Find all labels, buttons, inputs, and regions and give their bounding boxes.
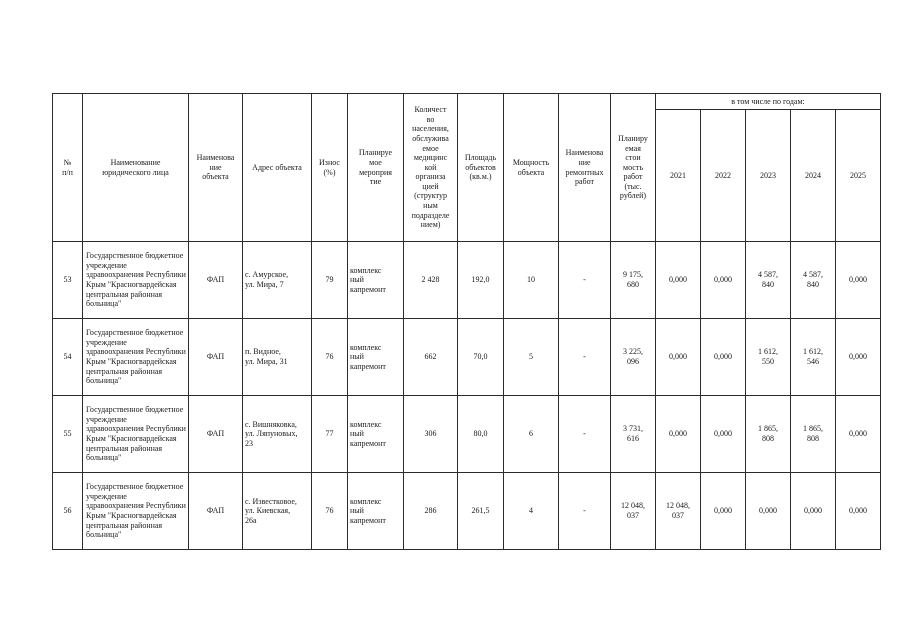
cell-population: 2 428 (404, 242, 458, 319)
header-by-years: в том числе по годам: (656, 94, 881, 110)
cell-year-2025: 0,000 (836, 473, 881, 550)
cell-year-2024: 4 587, 840 (791, 242, 836, 319)
cell-planned-measure: комплекс ный капремонт (348, 396, 404, 473)
cell-year-2022: 0,000 (701, 473, 746, 550)
cell-object-name: ФАП (189, 473, 243, 550)
cell-address: с. Амурское, ул. Мира, 7 (243, 242, 312, 319)
cell-object-name: ФАП (189, 242, 243, 319)
cell-year-2025: 0,000 (836, 396, 881, 473)
cell-year-2023: 1 612, 550 (746, 319, 791, 396)
header-address: Адрес объекта (243, 94, 312, 242)
cell-year-2021: 12 048, 037 (656, 473, 701, 550)
header-num: № п/п (53, 94, 83, 242)
cell-year-2021: 0,000 (656, 242, 701, 319)
header-wear: Износ (%) (312, 94, 348, 242)
cell-capacity: 4 (504, 473, 559, 550)
cell-repair-works: - (559, 319, 611, 396)
cell-planned-measure: комплекс ный капремонт (348, 473, 404, 550)
repair-plan-table (52, 93, 881, 550)
header-year-2021: 2021 (656, 110, 701, 242)
header-object-name: Наименова ние объекта (189, 94, 243, 242)
table-row (53, 242, 881, 319)
cell-year-2021: 0,000 (656, 319, 701, 396)
cell-object-name: ФАП (189, 396, 243, 473)
cell-address: п. Видное, ул. Мира, 31 (243, 319, 312, 396)
header-repair-works: Наименова ние ремонтных работ (559, 94, 611, 242)
table-row (53, 473, 881, 550)
cell-planned-measure: комплекс ный капремонт (348, 242, 404, 319)
cell-wear: 76 (312, 473, 348, 550)
cell-area: 70,0 (458, 319, 504, 396)
table-row (53, 396, 881, 473)
cell-repair-works: - (559, 473, 611, 550)
table-body (53, 242, 881, 550)
cell-year-2023: 4 587, 840 (746, 242, 791, 319)
cell-capacity: 10 (504, 242, 559, 319)
cell-repair-works: - (559, 242, 611, 319)
cell-year-2025: 0,000 (836, 319, 881, 396)
cell-legal-name: Государственное бюджетное учреждение здравоохранения Республики Крым "Красногвардейская центральная районная больница" (83, 319, 189, 396)
cell-year-2021: 0,000 (656, 396, 701, 473)
cell-year-2023: 0,000 (746, 473, 791, 550)
header-area: Площадь объектов (кв.м.) (458, 94, 504, 242)
table-row (53, 319, 881, 396)
cell-capacity: 6 (504, 396, 559, 473)
cell-num: 55 (53, 396, 83, 473)
cell-capacity: 5 (504, 319, 559, 396)
cell-num: 53 (53, 242, 83, 319)
cell-address: с. Известковое, ул. Киевская, 26а (243, 473, 312, 550)
cell-planned-measure: комплекс ный капремонт (348, 319, 404, 396)
cell-legal-name: Государственное бюджетное учреждение здравоохранения Республики Крым "Красногвардейская центральная районная больница" (83, 396, 189, 473)
cell-num: 56 (53, 473, 83, 550)
header-planned-cost: Планиру емая стои мость работ (тыс. рублей) (611, 94, 656, 242)
cell-year-2024: 1 865, 808 (791, 396, 836, 473)
cell-area: 80,0 (458, 396, 504, 473)
cell-wear: 79 (312, 242, 348, 319)
cell-repair-works: - (559, 396, 611, 473)
cell-object-name: ФАП (189, 319, 243, 396)
table-header (53, 94, 881, 242)
cell-year-2022: 0,000 (701, 319, 746, 396)
cell-population: 306 (404, 396, 458, 473)
header-year-2023: 2023 (746, 110, 791, 242)
cell-planned-cost: 12 048, 037 (611, 473, 656, 550)
header-legal-name: Наименование юридического лица (83, 94, 189, 242)
cell-address: с. Вишняковка, ул. Ляпуновых, 23 (243, 396, 312, 473)
cell-num: 54 (53, 319, 83, 396)
cell-legal-name: Государственное бюджетное учреждение здравоохранения Республики Крым "Красногвардейская центральная районная больница" (83, 242, 189, 319)
cell-year-2022: 0,000 (701, 396, 746, 473)
cell-year-2024: 0,000 (791, 473, 836, 550)
cell-planned-cost: 3 225, 096 (611, 319, 656, 396)
cell-area: 192,0 (458, 242, 504, 319)
cell-area: 261,5 (458, 473, 504, 550)
cell-population: 662 (404, 319, 458, 396)
cell-legal-name: Государственное бюджетное учреждение здравоохранения Республики Крым "Красногвардейская центральная районная больница" (83, 473, 189, 550)
header-population: Количест во населения, обслужива емое медицинс кой организа цией (структур ным подразделе нием) (404, 94, 458, 242)
cell-planned-cost: 3 731, 616 (611, 396, 656, 473)
cell-wear: 76 (312, 319, 348, 396)
header-capacity: Мощность объекта (504, 94, 559, 242)
cell-year-2022: 0,000 (701, 242, 746, 319)
cell-year-2023: 1 865, 808 (746, 396, 791, 473)
cell-year-2025: 0,000 (836, 242, 881, 319)
cell-year-2024: 1 612, 546 (791, 319, 836, 396)
header-year-2022: 2022 (701, 110, 746, 242)
header-planned-measure: Планируе мое мероприя тие (348, 94, 404, 242)
header-year-2025: 2025 (836, 110, 881, 242)
cell-planned-cost: 9 175, 680 (611, 242, 656, 319)
cell-population: 286 (404, 473, 458, 550)
cell-wear: 77 (312, 396, 348, 473)
header-year-2024: 2024 (791, 110, 836, 242)
